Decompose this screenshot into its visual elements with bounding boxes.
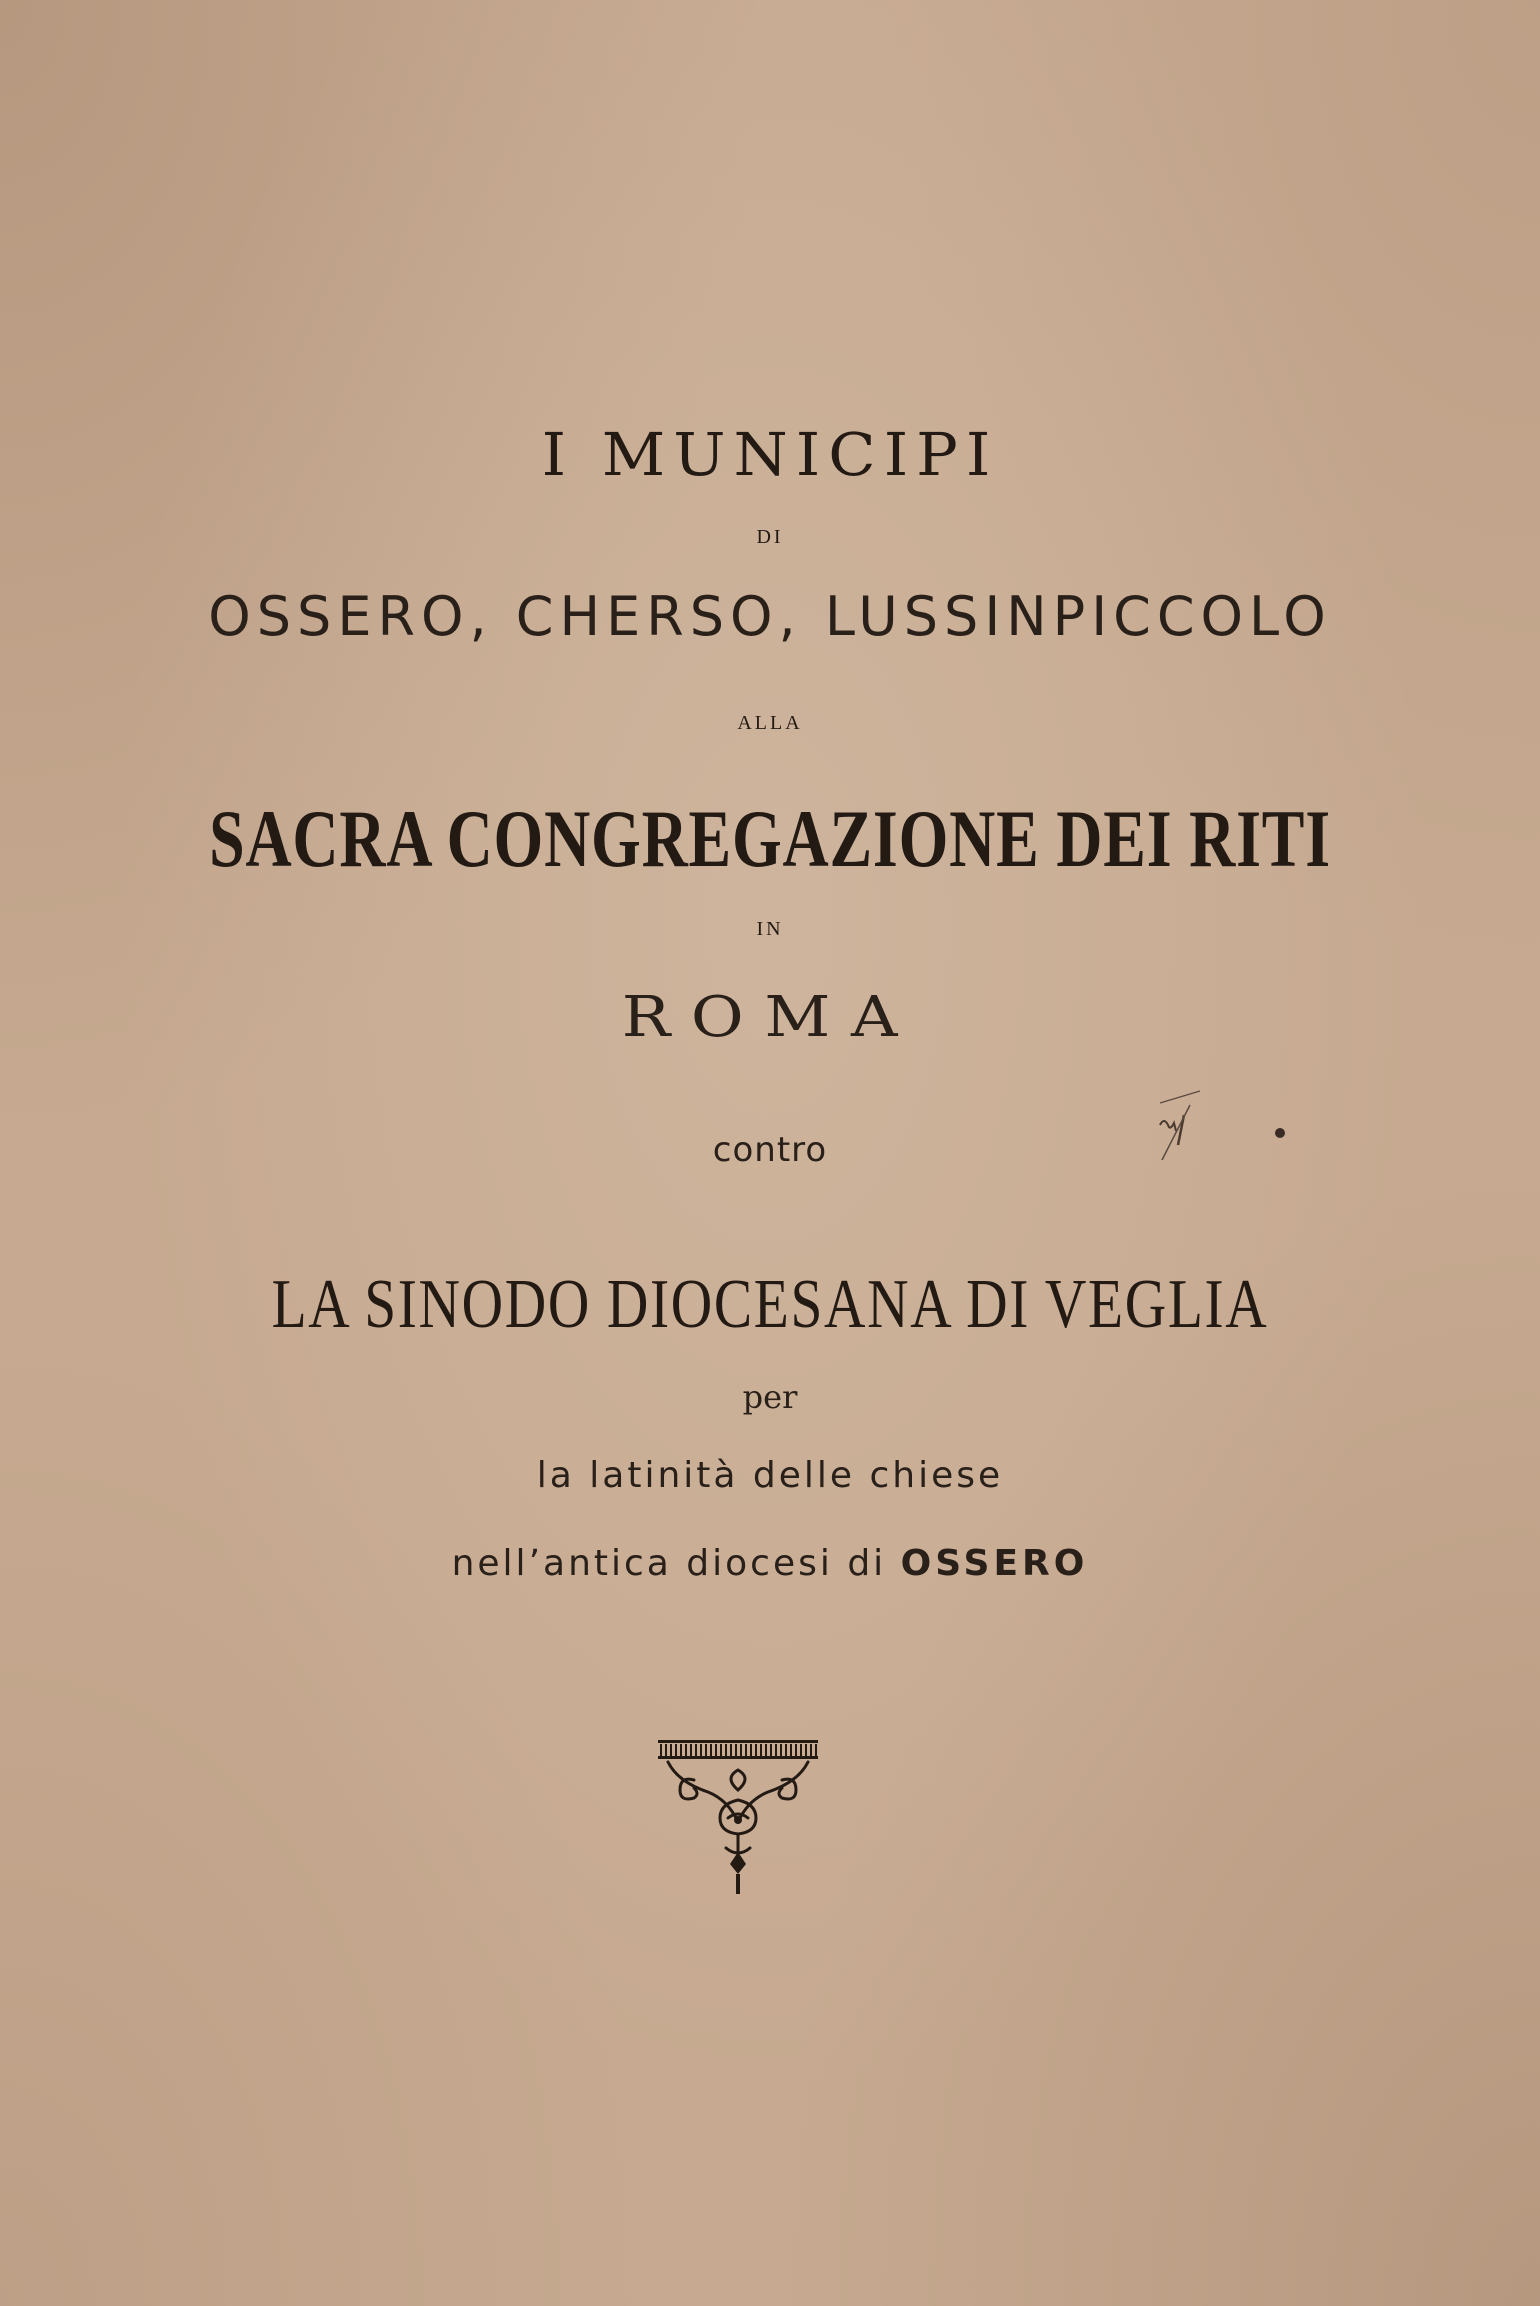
- title-synod: LA SINODO DIOCESANA DI VEGLIA: [271, 1266, 1269, 1343]
- title-roma: ROMA: [621, 985, 919, 1050]
- title-congregation: SACRA CONGREGAZIONE DEI RITI: [209, 793, 1331, 884]
- text-diocese-ossero: OSSERO: [900, 1543, 1089, 1584]
- text-diocese-prefix: nell’antica diocesi di: [451, 1543, 901, 1584]
- connector-di: DI: [756, 526, 784, 548]
- text-latinity: la latinità delle chiese: [536, 1455, 1004, 1496]
- connector-in: IN: [756, 918, 784, 940]
- text-per: per: [742, 1378, 798, 1416]
- title-municipi: I MUNICIPI: [541, 419, 999, 490]
- pencil-annotation-icon: [1140, 1085, 1290, 1185]
- text-diocese: [0, 1543, 1540, 1584]
- text-contro: contro: [712, 1130, 828, 1170]
- title-towns: OSSERO, CHERSO, LUSSINPICCOLO: [208, 585, 1332, 648]
- ornament-icon: [648, 1740, 828, 1900]
- connector-alla: ALLA: [737, 712, 803, 734]
